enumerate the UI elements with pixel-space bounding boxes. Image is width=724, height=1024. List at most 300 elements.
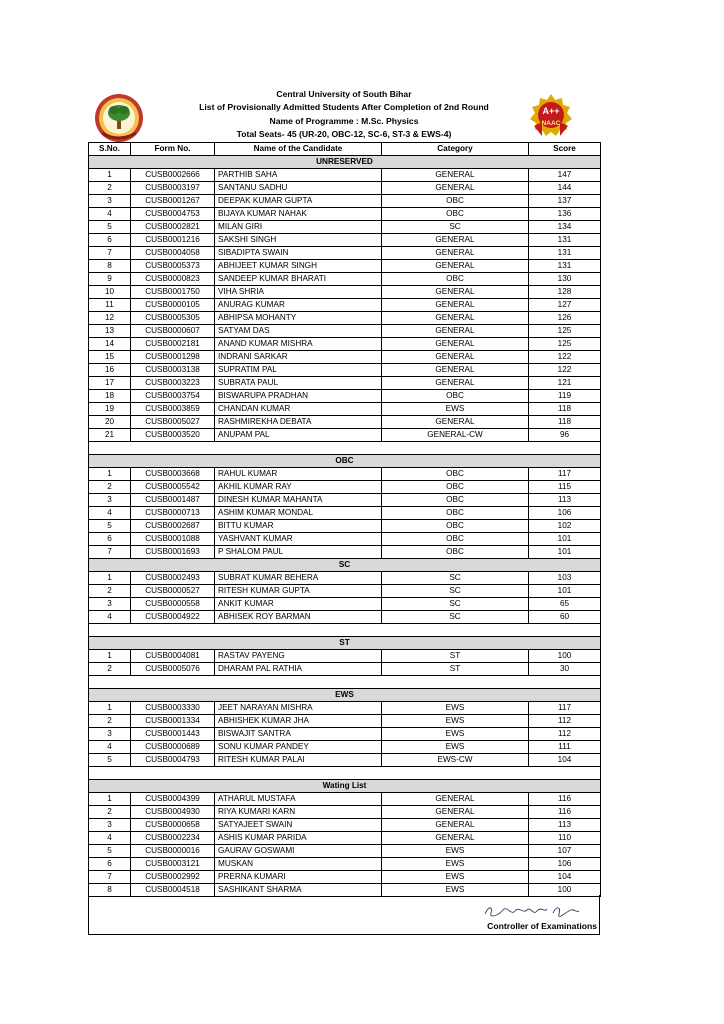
cell-name: DEEPAK KUMAR GUPTA [215, 195, 382, 208]
cell-name: BISWAJIT SANTRA [215, 728, 382, 741]
cell-name: ANURAG KUMAR [215, 299, 382, 312]
column-header-name: Name of the Candidate [215, 143, 382, 156]
cell-name: SUBRAT KUMAR BEHERA [215, 572, 382, 585]
blank-spacer-row [89, 442, 601, 455]
cell-sno: 13 [89, 325, 131, 338]
cell-sno: 1 [89, 572, 131, 585]
table-row [89, 819, 601, 832]
table-row [89, 468, 601, 481]
cell-form-no: CUSB0000527 [131, 585, 215, 598]
table-row [89, 741, 601, 754]
cell-name: SIBADIPTA SWAIN [215, 247, 382, 260]
cell-category: OBC [382, 273, 529, 286]
cell-sno: 1 [89, 468, 131, 481]
table-row [89, 585, 601, 598]
cell-score: 122 [529, 364, 601, 377]
cell-name: RIYA KUMARI KARN [215, 806, 382, 819]
section-header-row [89, 637, 601, 650]
cell-category: OBC [382, 520, 529, 533]
cell-name: ANAND KUMAR MISHRA [215, 338, 382, 351]
blank-spacer-row [89, 767, 601, 780]
cell-name: SASHIKANT SHARMA [215, 884, 382, 897]
table-row [89, 325, 601, 338]
blank-spacer-row [89, 676, 601, 689]
cell-score: 126 [529, 312, 601, 325]
section-header-row [89, 455, 601, 468]
cell-sno: 1 [89, 650, 131, 663]
cell-sno: 17 [89, 377, 131, 390]
cell-name: SATYAM DAS [215, 325, 382, 338]
cell-name: BISWARUPA PRADHAN [215, 390, 382, 403]
cell-score: 131 [529, 247, 601, 260]
cell-name: RASTAV PAYENG [215, 650, 382, 663]
cell-name: ABHISHEK KUMAR JHA [215, 715, 382, 728]
cell-sno: 2 [89, 663, 131, 676]
cell-category: EWS [382, 728, 529, 741]
cell-score: 106 [529, 858, 601, 871]
cell-sno: 15 [89, 351, 131, 364]
cell-score: 144 [529, 182, 601, 195]
cell-sno: 14 [89, 338, 131, 351]
cell-name: CHANDAN KUMAR [215, 403, 382, 416]
table-row [89, 702, 601, 715]
cell-name: ABHISEK ROY BARMAN [215, 611, 382, 624]
cell-category: GENERAL [382, 819, 529, 832]
cell-sno: 1 [89, 169, 131, 182]
cell-sno: 7 [89, 871, 131, 884]
cell-score: 101 [529, 546, 601, 559]
cell-category: GENERAL [382, 299, 529, 312]
cell-category: OBC [382, 195, 529, 208]
cell-sno: 4 [89, 507, 131, 520]
cell-sno: 20 [89, 416, 131, 429]
cell-form-no: CUSB0004793 [131, 754, 215, 767]
cell-sno: 16 [89, 364, 131, 377]
cell-category: SC [382, 221, 529, 234]
cell-category: GENERAL [382, 793, 529, 806]
cell-score: 100 [529, 650, 601, 663]
blank-cell [89, 767, 601, 780]
signature-block [88, 895, 600, 935]
cell-name: RAHUL KUMAR [215, 468, 382, 481]
cell-form-no: CUSB0001088 [131, 533, 215, 546]
cell-sno: 5 [89, 221, 131, 234]
document-title: List of Provisionally Admitted Students After Completion of 2nd Round [199, 102, 489, 113]
cell-category: EWS-CW [382, 754, 529, 767]
cell-name: ATHARUL MUSTAFA [215, 793, 382, 806]
blank-spacer-row [89, 624, 601, 637]
cell-sno: 18 [89, 390, 131, 403]
cell-category: EWS [382, 715, 529, 728]
cell-name: RITESH KUMAR PALAI [215, 754, 382, 767]
cell-score: 116 [529, 806, 601, 819]
cell-category: OBC [382, 533, 529, 546]
table-row [89, 429, 601, 442]
cell-form-no: CUSB0000607 [131, 325, 215, 338]
cell-score: 96 [529, 429, 601, 442]
table-row [89, 377, 601, 390]
cell-form-no: CUSB0003197 [131, 182, 215, 195]
table-row [89, 845, 601, 858]
controller-of-examinations: Controller of Examinations [487, 921, 597, 931]
cell-name: ABHIPSA MOHANTY [215, 312, 382, 325]
table-row [89, 754, 601, 767]
cell-sno: 5 [89, 520, 131, 533]
cell-category: GENERAL [382, 806, 529, 819]
cell-score: 113 [529, 494, 601, 507]
cell-form-no: CUSB0003121 [131, 858, 215, 871]
table-row [89, 611, 601, 624]
cell-form-no: CUSB0001750 [131, 286, 215, 299]
cell-category: EWS [382, 741, 529, 754]
cell-name: SONU KUMAR PANDEY [215, 741, 382, 754]
cell-score: 127 [529, 299, 601, 312]
cell-form-no: CUSB0004081 [131, 650, 215, 663]
cell-category: EWS [382, 702, 529, 715]
university-name: Central University of South Bihar [276, 89, 412, 99]
cell-form-no: CUSB0002992 [131, 871, 215, 884]
total-seats: Total Seats- 45 (UR-20, OBC-12, SC-6, ST-3 & EWS-4) [236, 129, 452, 140]
cell-category: GENERAL [382, 234, 529, 247]
table-row [89, 390, 601, 403]
cell-score: 101 [529, 585, 601, 598]
cell-sno: 3 [89, 819, 131, 832]
table-row [89, 858, 601, 871]
section-title: UNRESERVED [89, 156, 601, 169]
cell-sno: 11 [89, 299, 131, 312]
table-row [89, 169, 601, 182]
cell-score: 137 [529, 195, 601, 208]
cell-category: OBC [382, 468, 529, 481]
cell-form-no: CUSB0000823 [131, 273, 215, 286]
table-row [89, 260, 601, 273]
cell-name: SANTANU SADHU [215, 182, 382, 195]
cell-sno: 10 [89, 286, 131, 299]
section-title: EWS [89, 689, 601, 702]
cell-category: OBC [382, 208, 529, 221]
section-header-row [89, 156, 601, 169]
naac-grade: A++ [542, 106, 560, 116]
cell-form-no: CUSB0000658 [131, 819, 215, 832]
column-header-sno: S.No. [89, 143, 131, 156]
table-row [89, 299, 601, 312]
cell-score: 117 [529, 468, 601, 481]
cell-score: 125 [529, 325, 601, 338]
cell-form-no: CUSB0001334 [131, 715, 215, 728]
table-row [89, 793, 601, 806]
cell-form-no: CUSB0005076 [131, 663, 215, 676]
cell-form-no: CUSB0004930 [131, 806, 215, 819]
cell-sno: 19 [89, 403, 131, 416]
table-row [89, 234, 601, 247]
cell-sno: 21 [89, 429, 131, 442]
cell-name: PRERNA KUMARI [215, 871, 382, 884]
cell-name: SAKSHI SINGH [215, 234, 382, 247]
cell-category: GENERAL [382, 312, 529, 325]
column-header-category: Category [382, 143, 529, 156]
cell-category: ST [382, 663, 529, 676]
cell-sno: 6 [89, 533, 131, 546]
cell-form-no: CUSB0005373 [131, 260, 215, 273]
table-row [89, 286, 601, 299]
cell-category: GENERAL [382, 416, 529, 429]
cell-category: GENERAL [382, 832, 529, 845]
table-row [89, 208, 601, 221]
cell-sno: 2 [89, 182, 131, 195]
cell-name: DINESH KUMAR MAHANTA [215, 494, 382, 507]
cell-sno: 1 [89, 702, 131, 715]
cell-sno: 3 [89, 728, 131, 741]
table-row [89, 247, 601, 260]
cell-category: OBC [382, 507, 529, 520]
table-row [89, 533, 601, 546]
cell-score: 117 [529, 702, 601, 715]
cell-sno: 8 [89, 260, 131, 273]
cell-score: 112 [529, 728, 601, 741]
cell-name: VIHA SHRIA [215, 286, 382, 299]
cell-sno: 7 [89, 247, 131, 260]
table-row [89, 403, 601, 416]
cell-sno: 6 [89, 234, 131, 247]
programme-name: Name of Programme : M.Sc. Physics [269, 115, 419, 126]
cell-form-no: CUSB0000689 [131, 741, 215, 754]
cell-category: GENERAL [382, 286, 529, 299]
cell-name: BIJAYA KUMAR NAHAK [215, 208, 382, 221]
cell-category: EWS [382, 403, 529, 416]
cell-score: 134 [529, 221, 601, 234]
table-row [89, 806, 601, 819]
cell-category: EWS [382, 858, 529, 871]
cell-sno: 3 [89, 494, 131, 507]
cell-category: OBC [382, 494, 529, 507]
cell-form-no: CUSB0001487 [131, 494, 215, 507]
cell-name: RITESH KUMAR GUPTA [215, 585, 382, 598]
cell-form-no: CUSB0005027 [131, 416, 215, 429]
cell-name: SATYAJEET SWAIN [215, 819, 382, 832]
cell-name: RASHMIREKHA DEBATA [215, 416, 382, 429]
cell-name: JEET NARAYAN MISHRA [215, 702, 382, 715]
cell-sno: 2 [89, 585, 131, 598]
cell-form-no: CUSB0000713 [131, 507, 215, 520]
cell-category: ST [382, 650, 529, 663]
cell-name: ABHIJEET KUMAR SINGH [215, 260, 382, 273]
table-row [89, 598, 601, 611]
admission-table [88, 142, 601, 897]
cell-sno: 4 [89, 208, 131, 221]
cell-score: 122 [529, 351, 601, 364]
cell-score: 30 [529, 663, 601, 676]
table-row [89, 195, 601, 208]
cell-score: 119 [529, 390, 601, 403]
cell-score: 118 [529, 403, 601, 416]
table-row [89, 871, 601, 884]
cell-form-no: CUSB0003668 [131, 468, 215, 481]
cell-score: 115 [529, 481, 601, 494]
cell-form-no: CUSB0000016 [131, 845, 215, 858]
cell-sno: 2 [89, 715, 131, 728]
cell-name: INDRANI SARKAR [215, 351, 382, 364]
document-header [88, 86, 600, 142]
cell-sno: 7 [89, 546, 131, 559]
cell-form-no: CUSB0000105 [131, 299, 215, 312]
cell-category: GENERAL [382, 182, 529, 195]
cell-score: 113 [529, 819, 601, 832]
cell-category: GENERAL [382, 364, 529, 377]
table-body [89, 156, 601, 897]
cell-category: EWS [382, 871, 529, 884]
cell-form-no: CUSB0005542 [131, 481, 215, 494]
cell-category: GENERAL [382, 247, 529, 260]
cell-form-no: CUSB0004058 [131, 247, 215, 260]
cell-name: AKHIL KUMAR RAY [215, 481, 382, 494]
cell-score: 131 [529, 260, 601, 273]
cell-score: 103 [529, 572, 601, 585]
cell-category: EWS [382, 884, 529, 897]
section-title: ST [89, 637, 601, 650]
cell-score: 65 [529, 598, 601, 611]
cell-score: 106 [529, 507, 601, 520]
cell-category: GENERAL [382, 260, 529, 273]
section-title: OBC [89, 455, 601, 468]
cell-form-no: CUSB0003138 [131, 364, 215, 377]
cell-form-no: CUSB0001443 [131, 728, 215, 741]
cell-sno: 4 [89, 832, 131, 845]
cell-score: 104 [529, 871, 601, 884]
cell-form-no: CUSB0004753 [131, 208, 215, 221]
cell-score: 131 [529, 234, 601, 247]
cell-name: SUPRATIM PAL [215, 364, 382, 377]
cell-score: 101 [529, 533, 601, 546]
cell-category: GENERAL [382, 377, 529, 390]
table-row [89, 507, 601, 520]
table-row [89, 520, 601, 533]
table-row [89, 663, 601, 676]
section-header-row [89, 689, 601, 702]
cell-form-no: CUSB0002821 [131, 221, 215, 234]
cell-name: YASHVANT KUMAR [215, 533, 382, 546]
cell-form-no: CUSB0002234 [131, 832, 215, 845]
cell-form-no: CUSB0003330 [131, 702, 215, 715]
cell-form-no: CUSB0001693 [131, 546, 215, 559]
cell-name: ASHIS KUMAR PARIDA [215, 832, 382, 845]
cell-form-no: CUSB0002666 [131, 169, 215, 182]
cell-category: GENERAL [382, 325, 529, 338]
cell-sno: 9 [89, 273, 131, 286]
table-row [89, 715, 601, 728]
table-row [89, 364, 601, 377]
cell-name: ANUPAM PAL [215, 429, 382, 442]
cell-category: GENERAL-CW [382, 429, 529, 442]
cell-form-no: CUSB0001298 [131, 351, 215, 364]
cell-name: PARTHIB SAHA [215, 169, 382, 182]
cell-form-no: CUSB0003754 [131, 390, 215, 403]
cell-score: 130 [529, 273, 601, 286]
cell-form-no: CUSB0001267 [131, 195, 215, 208]
cell-category: GENERAL [382, 351, 529, 364]
cell-sno: 5 [89, 754, 131, 767]
cell-category: EWS [382, 845, 529, 858]
table-row [89, 728, 601, 741]
table-row [89, 494, 601, 507]
cell-sno: 12 [89, 312, 131, 325]
cell-form-no: CUSB0002493 [131, 572, 215, 585]
table-row [89, 416, 601, 429]
cell-name: BITTU KUMAR [215, 520, 382, 533]
cell-form-no: CUSB0002181 [131, 338, 215, 351]
cell-score: 128 [529, 286, 601, 299]
cell-form-no: CUSB0003859 [131, 403, 215, 416]
cell-score: 107 [529, 845, 601, 858]
cell-name: ASHIM KUMAR MONDAL [215, 507, 382, 520]
cell-form-no: CUSB0004399 [131, 793, 215, 806]
cell-sno: 5 [89, 845, 131, 858]
cell-score: 110 [529, 832, 601, 845]
cell-sno: 4 [89, 741, 131, 754]
table-row [89, 650, 601, 663]
cell-score: 111 [529, 741, 601, 754]
column-header-form-no: Form No. [131, 143, 215, 156]
cell-name: GAURAV GOSWAMI [215, 845, 382, 858]
table-row [89, 351, 601, 364]
table-row [89, 338, 601, 351]
cell-form-no: CUSB0004518 [131, 884, 215, 897]
cell-score: 121 [529, 377, 601, 390]
table-row [89, 182, 601, 195]
cell-name: P SHALOM PAUL [215, 546, 382, 559]
cell-score: 147 [529, 169, 601, 182]
cell-category: OBC [382, 546, 529, 559]
cell-form-no: CUSB0000558 [131, 598, 215, 611]
table-row [89, 572, 601, 585]
cell-score: 116 [529, 793, 601, 806]
cell-sno: 6 [89, 858, 131, 871]
cell-sno: 3 [89, 598, 131, 611]
cell-score: 112 [529, 715, 601, 728]
cell-score: 60 [529, 611, 601, 624]
cell-score: 125 [529, 338, 601, 351]
cell-name: SUBRATA PAUL [215, 377, 382, 390]
cell-form-no: CUSB0001216 [131, 234, 215, 247]
cell-score: 104 [529, 754, 601, 767]
section-header-row [89, 559, 601, 572]
cell-sno: 2 [89, 481, 131, 494]
cell-sno: 8 [89, 884, 131, 897]
blank-cell [89, 624, 601, 637]
blank-cell [89, 442, 601, 455]
column-header-score: Score [529, 143, 601, 156]
cell-form-no: CUSB0004922 [131, 611, 215, 624]
cell-category: GENERAL [382, 169, 529, 182]
table-header-row [89, 143, 601, 156]
cell-sno: 4 [89, 611, 131, 624]
table-row [89, 273, 601, 286]
cell-category: GENERAL [382, 338, 529, 351]
naac-label: NAAC [541, 120, 561, 127]
cell-sno: 1 [89, 793, 131, 806]
table-row [89, 312, 601, 325]
cell-name: MILAN GIRI [215, 221, 382, 234]
cell-score: 118 [529, 416, 601, 429]
section-header-row [89, 780, 601, 793]
cell-category: SC [382, 585, 529, 598]
cell-score: 102 [529, 520, 601, 533]
blank-cell [89, 676, 601, 689]
cell-sno: 2 [89, 806, 131, 819]
cell-name: ANKIT KUMAR [215, 598, 382, 611]
cell-sno: 3 [89, 195, 131, 208]
cell-form-no: CUSB0003223 [131, 377, 215, 390]
cell-score: 136 [529, 208, 601, 221]
